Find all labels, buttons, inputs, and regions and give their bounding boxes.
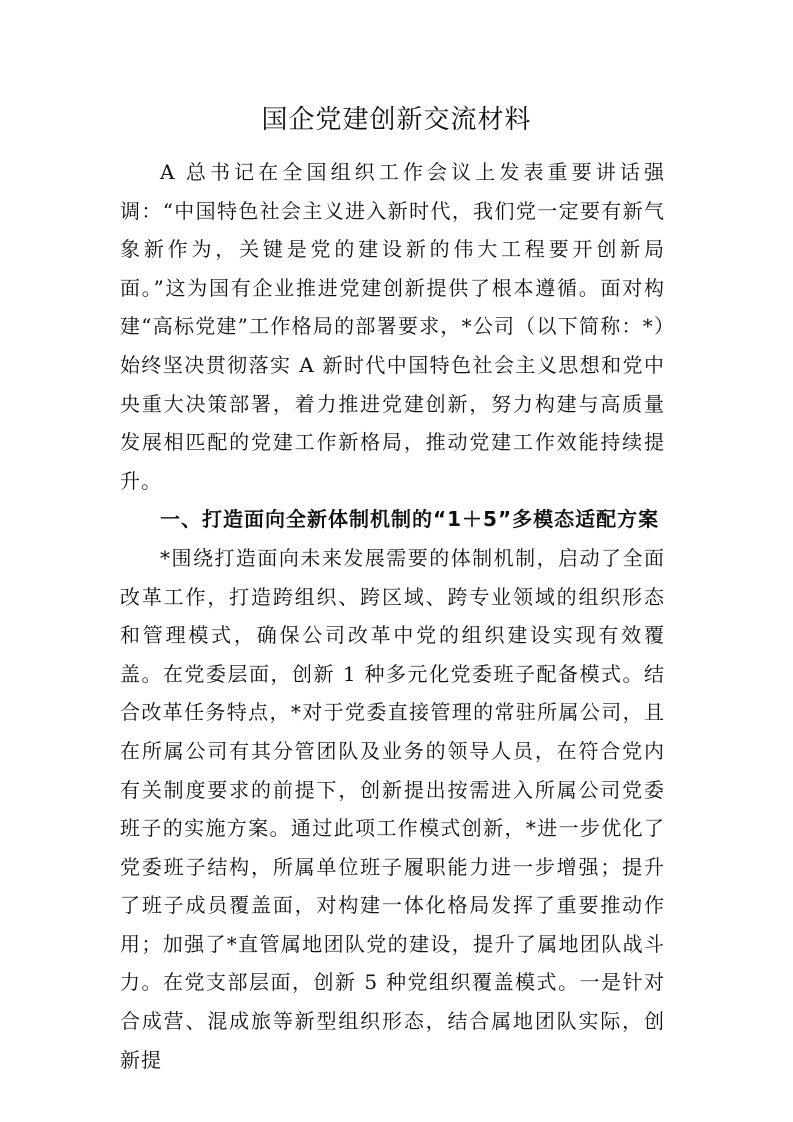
document-body xyxy=(120,153,665,1079)
intro-paragraph: A 总书记在全国组织工作会议上发表重要讲话强调：“中国特色社会主义进入新时代，我们党一定要有新气象新作为，关键是党的建设新的伟大工程要开创新局面。”这为国有企业推进党建创新提供了根本遵循。面对构建“高标党建”工作格局的部署要求，*公司（以下简称：*）始终坚决贯彻落实 A 新时代中国特色社会主义思想和党中央重大决策部署，着力推进党建创新，努力构建与高质量发展相匹配的党建工作新格局，推动党建工作效能持续提升。 xyxy=(120,160,665,493)
document-title: 国企党建创新交流材料 xyxy=(261,105,532,135)
section-paragraph: *围绕打造面向未来发展需要的体制机制，启动了全面改革工作，打造跨组织、跨区域、跨专业领域的组织形态和管理模式，确保公司改革中党的组织建设实现有效覆盖。在党委层面，创新 1 种多元化党委班子配备模式。结合改革任务特点，*对于党委直接管理的常驻所属公司，且在所属公司有其分管团队及业务的领导人员，在符合党内有关制度要求的前提下，创新提出按需进入所属公司党委班子的实施方案。通过此项工作模式创新，*进一步优化了党委班子结构，所属单位班子履职能力进一步增强；提升了班子成员覆盖面，对构建一体化格局发挥了重要推动作用；加强了*直管属地团队党的建设，提升了属地团队战斗力。在党支部层面，创新 5 种党组织覆盖模式。一是针对合成营、混成旅等新型组织形态，结合属地团队实际，创新提 xyxy=(120,545,665,1072)
section-heading: 一、打造面向全新体制机制的“1＋5”多模态适配方案 xyxy=(160,507,660,532)
